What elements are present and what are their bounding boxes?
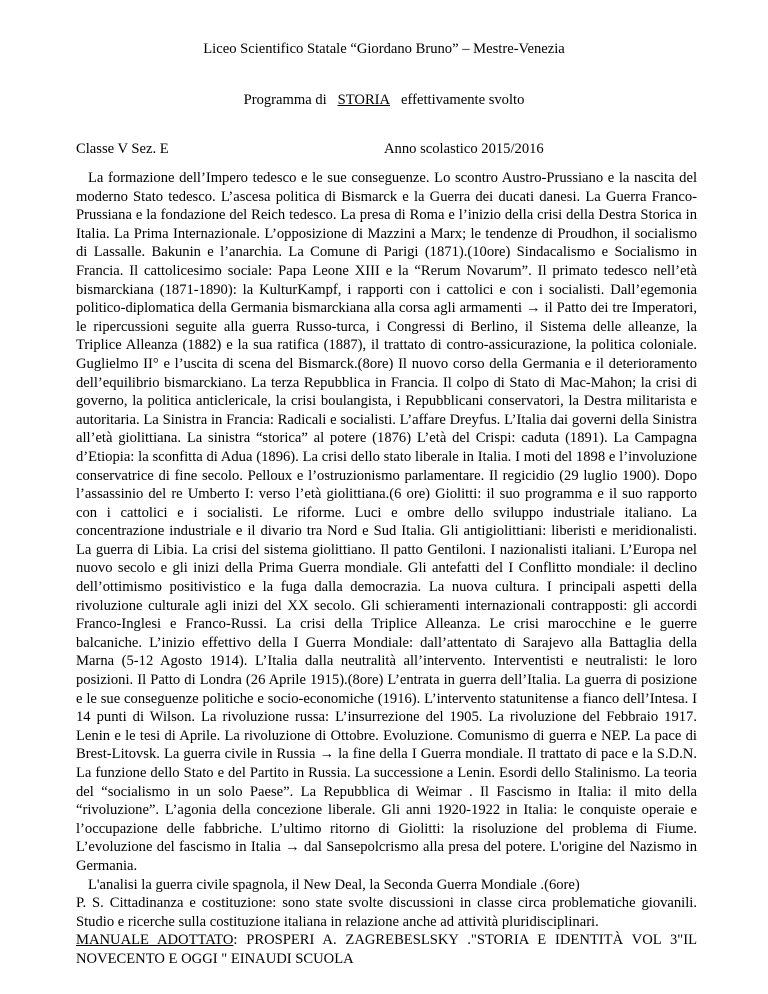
subject-name: STORIA <box>337 92 391 108</box>
main-paragraph: La formazione dell’Impero tedesco e le sue conseguenze. Lo scontro Austro-Prussiano e la nascita del moderno Stato tedesco. L’ascesa politica di Bismarck e la Guerra dei ducati danesi. La Guerra Franco-Prussiana e la fondazione del Reich tedesco. La presa di Roma e l’inizio della crisi della Destra Storica in Italia. La Prima Internazionale. L’opposizione di Mazzini a Marx; le tendenze di Proudhon, il socialismo di Lassalle. Bakunin e l’anarchia. La Comune di Parigi (1871).(10ore) Sindacalismo e Socialismo in Francia. Il cattolicesimo sociale: Papa Leone XIII e la “Rerum Novarum”. Il primato tedesco nell’età bismarckiana (1871-1890): la KulturKampf, i rapporti con i cattolici e con i socialisti. Dall’egemonia politico-diplomatica della Germania bismarckiana alla corsa agli armamenti → il Patto dei tre Imperatori, le ripercussioni seguite alla guerra Russo-turca, i Congressi di Berlino, il Sistema delle alleanze, la Triplice Alleanza (1882) e la sua ratifica (1887), il trattato di contro-assicurazione, la politica coloniale. Guglielmo II° e l’uscita di scena del Bismarck.(8ore) Il nuovo corso della Germania e il deterioramento dell’equilibrio bismarckiano. La terza Repubblica in Francia. Il colpo di Stato di Mac-Mahon; la crisi di governo, la politica anticlericale, la crisi boulangista, i Repubblicani conservatori, la Destra militarista e autoritaria. La Sinistra in Francia: Radicali e socialisti. L’affare Dreyfus. L’Italia dai governi della Sinistra all’età giolittiana. La sinistra “storica” al potere (1876) L’età del Crispi: caduta (1891). La Campagna d’Etiopia: la sconfitta di Adua (1896). La crisi dello stato liberale in Italia. I moti del 1898 e l’involuzione conservatrice di fine secolo. Pelloux e l’ostruzionismo parlamentare. Il regicidio (29 luglio 1900). Dopo l’assassinio del re Umberto I: verso l’età giolittiana.(6 ore) Giolitti: il suo programma e il suo rapporto con i cattolici e i socialisti. Le riforme. Luci e ombre dello sviluppo industriale italiano. La concentrazione industriale e il divario tra Nord e Sud Italia. Gli antigiolittiani: liberisti e meridionalisti. La guerra di Libia. La crisi del sistema giolittiano. Il patto Gentiloni. I nazionalisti italiani. L’Europa nel nuovo secolo e gli inizi della Prima Guerra mondiale. Gli antefatti del I Conflitto mondiale: il declino dell’ottimismo positivistico e la fuga dalla democrazia. La nuova cultura. I principali aspetti della rivoluzione culturale agli inizi del XX secolo. Gli schieramenti internazionali contrapposti: gli accordi Franco-Inglesi e Franco-Russi. La crisi della Triplice Alleanza. Le crisi marocchine e le guerre balcaniche. L’inizio effettivo della I Guerra Mondiale: dall’attentato di Sarajevo alla Battaglia della Marna (5-12 Agosto 1914). L’Italia dalla neutralità all’intervento. Interventisti e neutralisti: le loro posizioni. Il Patto di Londra (26 Aprile 1915).(8ore) L’entrata in guerra dell’Italia. La guerra di posizione e le sue conseguenze politiche e socio-economiche (1916). L’intervento statunitense a fianco dell’Intesa. I 14 punti di Wilson. La rivoluzione russa: L’insurrezione del 1905. La rivoluzione del Febbraio 1917. Lenin e le tesi di Aprile. La rivoluzione di Ottobre. Evoluzione. Comunismo di guerra e NEP. La pace di Brest-Litovsk. La guerra civile in Russia → la fine della I Guerra mondiale. Il trattato di pace e la S.D.N. La funzione dello Stato e del Partito in Russia. La successione a Lenin. Esordi dello Stalinismo. La teoria del “socialismo in un solo Paese”. La Repubblica di Weimar . Il Fascismo in Italia: il mito della “rivoluzione”. L’agonia della concezione liberale. Gli anni 1920-1922 in Italia: le conquiste operaie e l’occupazione delle fabbriche. L’ultimo ritorno di Giolitti: la risoluzione del problema di Fiume. L’evoluzione del fascismo in Italia → dal Sansepolcrismo alla presa del potere. L'origine del Nazismo in Germania. <box>76 170 697 874</box>
school-header: Liceo Scientifico Statale “Giordano Bruno” – Mestre-Venezia <box>203 41 565 57</box>
program-body <box>76 169 697 969</box>
school-year: Anno scolastico 2015/2016 <box>384 141 544 157</box>
programma-suffix: effettivamente svolto <box>401 92 525 108</box>
programma-title <box>0 91 768 109</box>
manuale-line <box>76 931 697 968</box>
manuale-label: MANUALE ADOTTATO <box>76 932 234 949</box>
manuale-text: : PROSPERI A. ZAGREBESLSKY ."STORIA E IDENTITÀ VOL 3"IL NOVECENTO E OGGI " EINAUDI SCUOLA <box>76 932 697 967</box>
class-label: Classe V Sez. E <box>76 141 169 157</box>
programma-prefix: Programma di <box>243 92 327 108</box>
paragraph-spanish-war: L'analisi la guerra civile spagnola, il New Deal, la Seconda Guerra Mondiale .(6ore) <box>88 876 580 893</box>
paragraph-cittadinanza: P. S. Cittadinanza e costituzione: sono state svolte discussioni in classe circa problematiche giovanili. Studio e ricerche sulla costituzione italiana in relazione anche ad attività pluridisciplinari. <box>76 895 697 930</box>
